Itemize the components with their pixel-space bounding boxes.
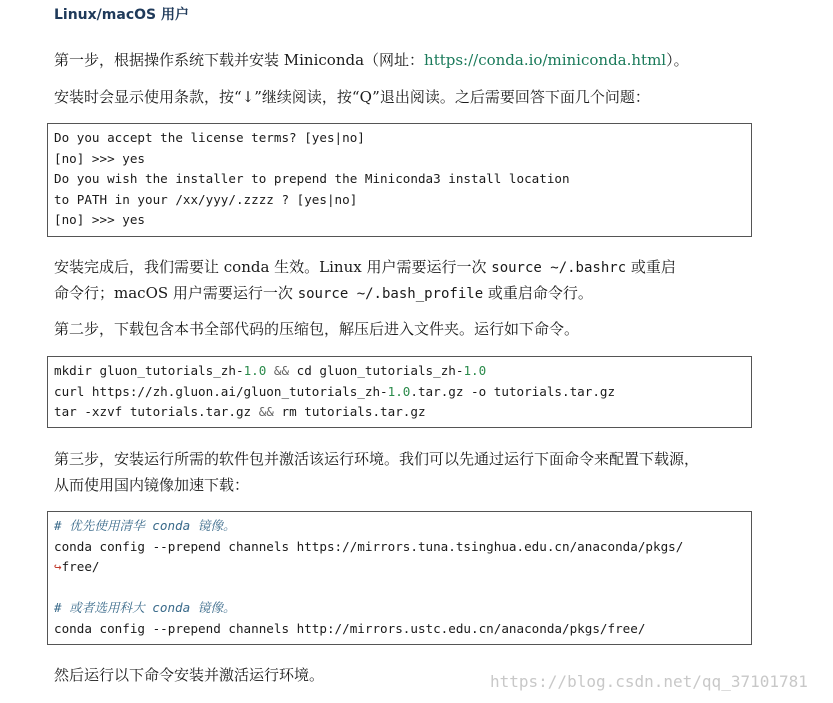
after-install-line-1 bbox=[54, 254, 676, 281]
code-number: 1.0 bbox=[387, 383, 411, 399]
code-text: mkdir gluon_tutorials_zh- bbox=[54, 363, 244, 378]
code-line bbox=[54, 557, 745, 578]
license-code-block bbox=[47, 123, 752, 237]
mirror-code-block bbox=[47, 511, 752, 645]
code-line: [no] >>> yes bbox=[54, 212, 145, 227]
code-line bbox=[54, 382, 745, 403]
code-line: Do you accept the license terms? [yes|no] bbox=[54, 130, 365, 145]
line-wrap-arrow-icon: ↪ bbox=[54, 559, 62, 574]
code-operator: && bbox=[251, 404, 282, 419]
text: 或重启命令行。 bbox=[483, 284, 593, 302]
code-comment: # 优先使用清华 conda 镜像。 bbox=[54, 518, 236, 533]
code-line: [no] >>> yes bbox=[54, 150, 145, 166]
after-install-line-2 bbox=[54, 280, 593, 307]
download-code-block bbox=[47, 356, 752, 428]
code-line: conda config --prepend channels https://mirrors.tuna.tsinghua.edu.cn/anaconda/pkgs/ bbox=[54, 538, 684, 554]
code-line: Do you wish the installer to prepend the Miniconda3 install location bbox=[54, 171, 570, 186]
code-text: .tar.gz -o tutorials.tar.gz bbox=[410, 383, 616, 399]
step1-prefix: 第一步，根据操作系统下载并安装 Miniconda（网址： bbox=[54, 51, 425, 69]
code-text: free/ bbox=[61, 559, 100, 574]
text: 安装完成后，我们需要让 conda 生效。Linux 用户需要运行一次 bbox=[54, 258, 492, 276]
code-line: to PATH in your /xx/yyy/.zzzz ? [yes|no] bbox=[54, 191, 358, 207]
section-heading: Linux/macOS 用户 bbox=[54, 7, 189, 23]
code-number: 1.0 bbox=[463, 363, 487, 378]
watermark: https://blog.csdn.net/qq_37101781 bbox=[490, 672, 808, 691]
step2-paragraph: 第二步，下载包含本书全部代码的压缩包，解压后进入文件夹。运行如下命令。 bbox=[54, 320, 580, 338]
code-line: conda config --prepend channels http://mirrors.ustc.edu.cn/anaconda/pkgs/free/ bbox=[54, 620, 646, 636]
step1-paragraph bbox=[54, 47, 689, 73]
code-text: cd gluon_tutorials_zh- bbox=[296, 363, 464, 378]
code-text: rm tutorials.tar.gz bbox=[281, 404, 426, 419]
code-operator: && bbox=[266, 363, 297, 378]
code-text: curl https://zh.gluon.ai/gluon_tutorials_zh- bbox=[54, 383, 388, 399]
step3-line-2: 从而使用国内镜像加速下载： bbox=[54, 476, 250, 494]
step1-suffix: ）。 bbox=[666, 51, 689, 69]
code-comment: # 或者选用科大 conda 镜像。 bbox=[54, 600, 236, 615]
miniconda-link[interactable]: https://conda.io/miniconda.html bbox=[424, 51, 667, 69]
install-note: 安装时会显示使用条款，按“↓”继续阅读，按“Q”退出阅读。之后需要回答下面几个问题： bbox=[54, 88, 650, 106]
text: 命令行；macOS 用户需要运行一次 bbox=[54, 284, 298, 302]
inline-code-bashrc: source ~/.bashrc bbox=[491, 260, 627, 276]
inline-code-bash-profile: source ~/.bash_profile bbox=[297, 286, 484, 302]
code-blank-line bbox=[54, 578, 745, 599]
code-number: 1.0 bbox=[243, 363, 267, 378]
step3-line-1: 第三步，安装运行所需的软件包并激活该运行环境。我们可以先通过运行下面命令来配置下载源， bbox=[54, 450, 700, 468]
final-paragraph: 然后运行以下命令安装并激活运行环境。 bbox=[54, 666, 325, 684]
code-line bbox=[54, 402, 745, 423]
text: 或重启 bbox=[626, 258, 676, 276]
code-line bbox=[54, 361, 745, 382]
code-text: tar -xzvf tutorials.tar.gz bbox=[54, 404, 252, 419]
